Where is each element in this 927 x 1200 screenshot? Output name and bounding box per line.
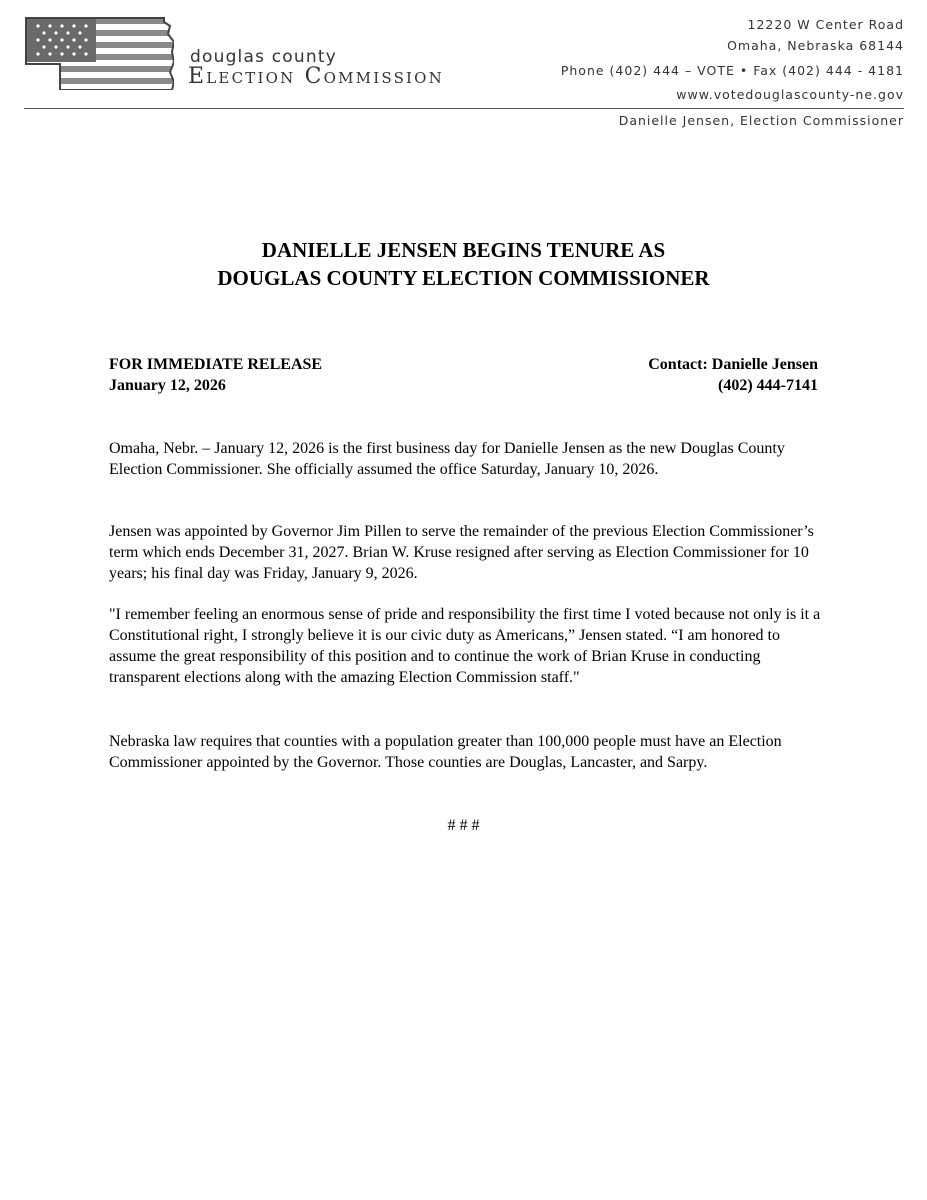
headline-line1: DANIELLE JENSEN BEGINS TENURE AS: [261, 238, 666, 262]
nebraska-flag-logo: [24, 16, 174, 90]
org-name-line2: Election Commission: [188, 64, 445, 89]
org-name-line1: douglas county: [190, 47, 337, 67]
contact-info: [648, 354, 818, 396]
body-paragraph-1: Omaha, Nebr. – January 12, 2026 is the first business day for Danielle Jensen as the new Douglas County Election Commissioner. She officially assumed the office Saturday, January 10, 2026.: [109, 440, 785, 478]
body-paragraph-4: Nebraska law requires that counties with a population greater than 100,000 people must have an Election Commissioner appointed by the Governor. Those counties are Douglas, Lancaster, and Sarpy.: [109, 733, 782, 771]
contact-phone: (402) 444-7141: [718, 377, 818, 394]
phone-fax: Phone (402) 444 – VOTE • Fax (402) 444 - 4181: [560, 63, 904, 78]
commissioner-name: Danielle Jensen, Election Commissioner: [618, 113, 904, 128]
press-headline: [0, 236, 927, 292]
release-date: January 12, 2026: [109, 377, 226, 394]
website-link[interactable]: www.votedouglascounty-ne.gov: [676, 87, 904, 102]
body-paragraph-2: Jensen was appointed by Governor Jim Pillen to serve the remainder of the previous Election Commissioner’s term which ends December 31, 2027. Brian W. Kruse resigned after serving as Election Commissioner for 10 years; his final day was Friday, January 9, 2026.: [109, 523, 814, 582]
end-mark: # # #: [447, 817, 480, 834]
address-line2: Omaha, Nebraska 68144: [727, 38, 904, 53]
body-paragraph-3: "I remember feeling an enormous sense of pride and responsibility the first time I voted because not only is it a Constitutional right, I strongly believe it is our civic duty as Americans,” Jensen stated. “I am honored to assume the great responsibility of this position and to continue the work of Brian Kruse in conducting transparent elections along with the amazing Election Commission staff.": [109, 606, 821, 686]
letterhead-divider: [24, 108, 904, 109]
address-line1: 12220 W Center Road: [747, 17, 904, 32]
release-info: [109, 354, 322, 396]
contact-name: Contact: Danielle Jensen: [648, 356, 818, 373]
headline-line2: DOUGLAS COUNTY ELECTION COMMISSIONER: [217, 266, 710, 290]
release-label: FOR IMMEDIATE RELEASE: [109, 356, 323, 373]
